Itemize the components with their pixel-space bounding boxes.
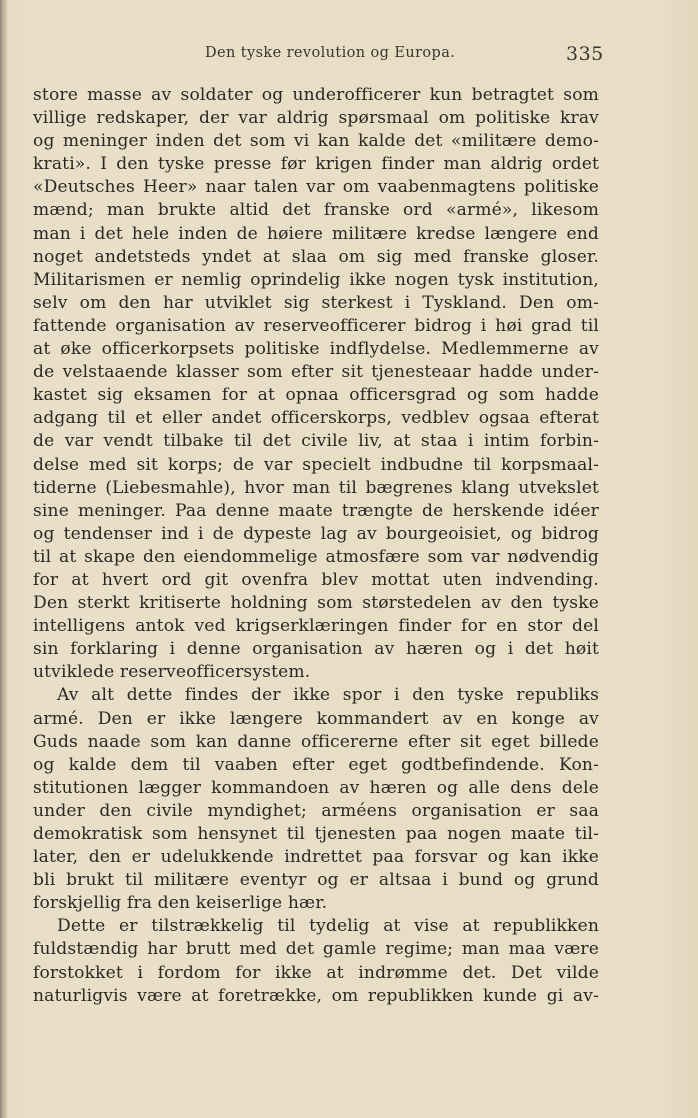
binding-edge [0, 0, 7, 1118]
text-line: naturligvis være at foretrække, om republikken kunde gi av- [33, 985, 599, 1006]
text-line: for at hvert ord git ovenfra blev mottat uten indvending. [33, 569, 599, 590]
text-line: sin forklaring i denne organisation av hæren og i det høit [33, 639, 599, 660]
text-line: mænd; man brukte altid det franske ord «armé», likesom [33, 200, 599, 221]
text-line: tiderne (Liebesmahle), hvor man til bægrenes klang utvekslet [33, 477, 599, 498]
text-line: stitutionen lægger kommandoen av hæren og alle dens dele [33, 777, 599, 798]
text-line: fuldstændig har brutt med det gamle regime; man maa være [33, 939, 599, 960]
text-line: adgang til et eller andet officerskorps, vedblev ogsaa efterat [33, 408, 599, 429]
paragraph-end-line: utviklede reserveofficersystem. [33, 662, 311, 683]
text-line: krati». I den tyske presse før krigen finder man aldrig ordet [33, 154, 599, 175]
text-line: og kalde dem til vaaben efter eget godtbefindende. Kon- [33, 754, 599, 775]
text-line: demokratisk som hensynet til tjenesten paa nogen maate til- [33, 824, 599, 844]
text-line: delse med sit korps; de var specielt indbudne til korpsmaal- [33, 454, 599, 475]
text-line: noget andetsteds yndet at slaa om sig med franske gloser. [33, 246, 599, 267]
paragraph-first-line: Av alt dette findes der ikke spor i den tyske republiks [57, 685, 599, 706]
text-line: og tendenser ind i de dypeste lag av bourgeoisiet, og bidrog [33, 523, 599, 544]
text-line: Den sterkt kritiserte holdning som størstedelen av den tyske [33, 593, 599, 614]
body-text [33, 84, 599, 1008]
text-line: store masse av soldater og underofficerer kun betragtet som [33, 85, 599, 105]
text-line: de var vendt tilbake til det civile liv, at staa i intim forbin- [33, 431, 599, 452]
text-line: til at skape den eiendommelige atmosfære som var nødvendig [33, 546, 599, 567]
paragraph-end-line: forskjellig fra den keiserlige hær. [33, 893, 328, 914]
page-number: 335 [566, 43, 604, 65]
text-line: at øke officerkorpsets politiske indflydelse. Medlemmerne av [33, 339, 599, 360]
text-line: kastet sig eksamen for at opnaa officersgrad og som hadde [33, 385, 599, 406]
text-line: villige redskaper, der var aldrig spørsmaal om politiske krav [33, 108, 599, 129]
text-line: fattende organisation av reserveofficerer bidrog i høi grad til [33, 315, 599, 336]
text-line: armé. Den er ikke længere kommandert av en konge av [33, 708, 599, 729]
text-line: og meninger inden det som vi kan kalde det «militære demo- [33, 131, 599, 152]
text-line: «Deutsches Heer» naar talen var om vaabenmagtens politiske [33, 177, 599, 198]
running-title: Den tyske revolution og Europa. [205, 45, 456, 61]
text-line: under den civile myndighet; arméens organisation er saa [33, 800, 599, 821]
text-line: de velstaaende klasser som efter sit tjenesteaar hadde under- [33, 362, 599, 383]
text-line: bli brukt til militære eventyr og er altsaa i bund og grund [33, 870, 599, 891]
text-line: man i det hele inden de høiere militære kredse længere end [33, 223, 599, 244]
text-line: selv om den har utviklet sig sterkest i Tyskland. Den om- [33, 292, 599, 313]
text-line: forstokket i fordom for ikke at indrømme det. Det vilde [33, 962, 599, 983]
text-line: intelligens antok ved krigserklæringen finder for en stor del [33, 616, 599, 637]
running-head [0, 44, 698, 68]
text-line: later, den er udelukkende indrettet paa forsvar og kan ikke [33, 847, 599, 868]
paragraph-first-line: Dette er tilstrækkelig til tydelig at vise at republikken [57, 916, 599, 937]
text-line: Militarismen er nemlig oprindelig ikke nogen tysk institution, [33, 269, 599, 290]
text-line: sine meninger. Paa denne maate trængte de herskende idéer [33, 500, 599, 521]
text-line: Guds naade som kan danne officererne efter sit eget billede [33, 731, 599, 752]
